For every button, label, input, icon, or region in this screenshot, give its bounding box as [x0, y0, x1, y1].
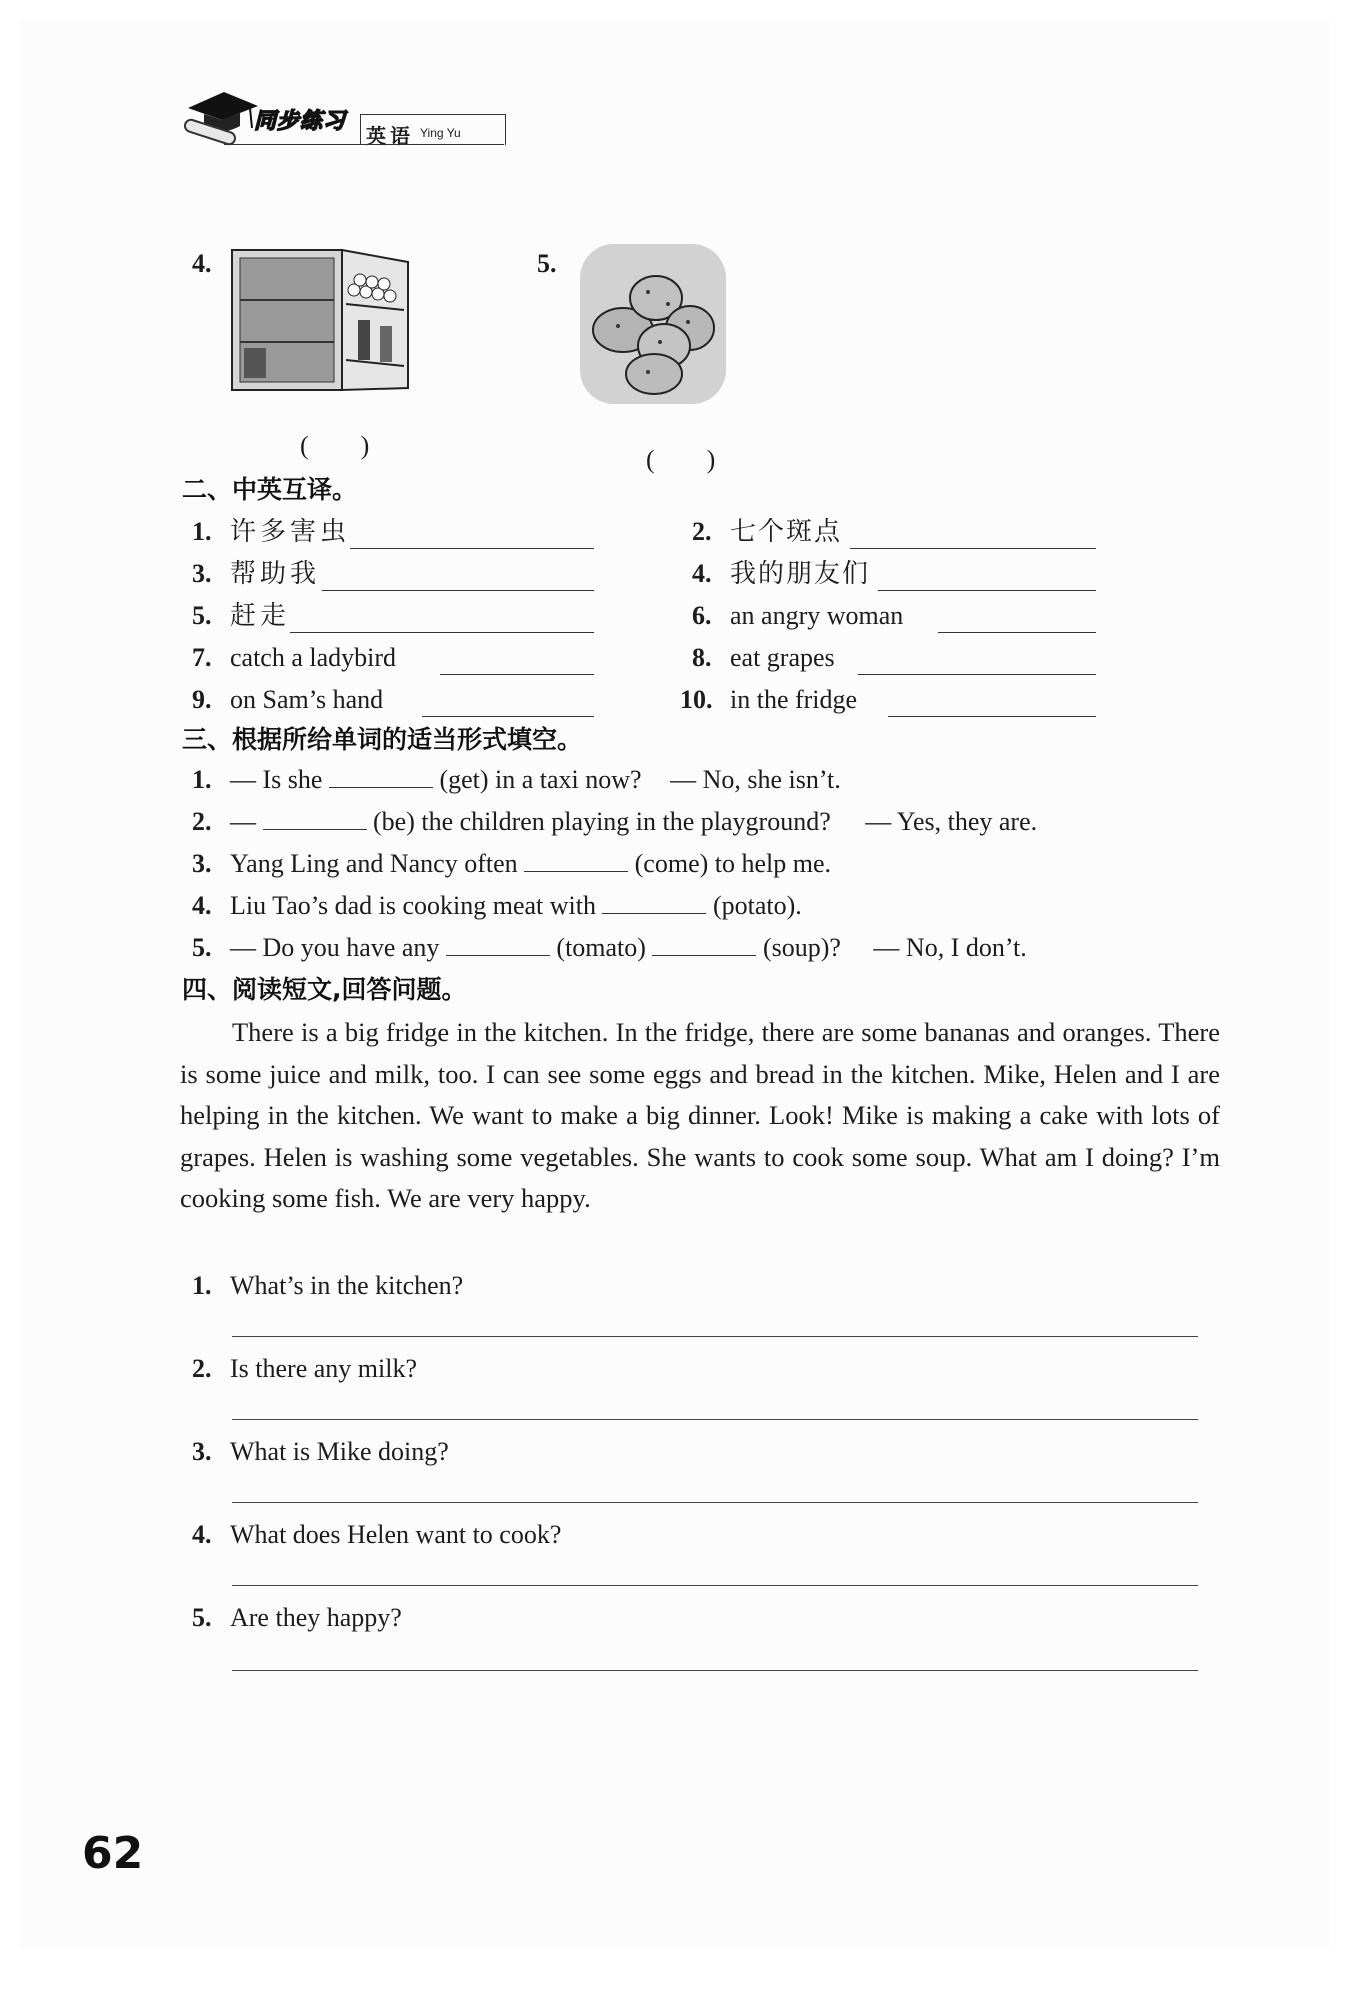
answer-blank[interactable] [446, 933, 550, 956]
translate-item-7: 7. catch a ladybird [192, 643, 397, 672]
answer-blank[interactable] [322, 568, 594, 591]
answer-blank[interactable] [652, 933, 756, 956]
answer-blank[interactable] [524, 849, 628, 872]
translate-item-9: 9. on Sam’s hand [192, 685, 384, 714]
subject-label: 英语 [366, 124, 414, 148]
question-5: 5. Are they happy? [192, 1603, 402, 1632]
translate-item-1: 1. 许多害虫 [192, 517, 351, 546]
question-4: 4. What does Helen want to cook? [192, 1520, 562, 1549]
subject-pinyin: Ying Yu [420, 126, 461, 140]
answer-blank[interactable] [850, 526, 1096, 549]
fill-item-4: 4. Liu Tao’s dad is cooking meat with (potato). [192, 891, 802, 920]
answer-blank[interactable] [329, 765, 433, 788]
answer-blank[interactable] [350, 526, 594, 549]
translate-item-10: 10. in the fridge [680, 685, 858, 714]
question-3: 3. What is Mike doing? [192, 1437, 449, 1466]
question-1: 1. What’s in the kitchen? [192, 1271, 464, 1300]
translate-item-5: 5. 赶走 [192, 601, 291, 630]
potatoes-image [578, 242, 728, 406]
answer-blank[interactable] [263, 807, 367, 830]
picture-answer-paren-4: ( ) [300, 431, 370, 460]
question-2: 2. Is there any milk? [192, 1354, 417, 1383]
answer-blank[interactable] [878, 568, 1096, 591]
answer-line[interactable] [232, 1502, 1198, 1503]
answer-blank[interactable] [440, 652, 594, 675]
series-title: 同步练习 [254, 109, 347, 134]
workbook-page [20, 20, 1330, 1949]
fridge-open-image [230, 242, 412, 394]
answer-blank[interactable] [888, 694, 1096, 717]
answer-line[interactable] [232, 1670, 1198, 1671]
fill-item-3: 3. Yang Ling and Nancy often (come) to help me. [192, 849, 832, 878]
section-4-title: 四、阅读短文,回答问题。 [182, 975, 467, 1004]
picture-number-4: 4. [192, 249, 212, 278]
translate-item-4: 4. 我的朋友们 [692, 559, 871, 588]
answer-blank[interactable] [602, 891, 706, 914]
header [180, 86, 560, 156]
page-number: 62 [82, 1828, 144, 1879]
answer-line[interactable] [232, 1419, 1198, 1420]
answer-line[interactable] [232, 1585, 1198, 1586]
picture-answer-paren-5: ( ) [646, 445, 716, 474]
answer-line[interactable] [232, 1336, 1198, 1337]
header-box [360, 114, 506, 145]
answer-blank[interactable] [290, 610, 594, 633]
fill-item-5: 5. — Do you have any (tomato) (soup)? — No, I don’t. [192, 933, 1027, 962]
picture-number-5: 5. [537, 249, 557, 278]
fill-item-1: 1. — Is she (get) in a taxi now? — No, she isn’t. [192, 765, 841, 794]
answer-blank[interactable] [422, 694, 594, 717]
section-3-title: 三、根据所给单词的适当形式填空。 [182, 725, 583, 754]
graduation-cap-icon [180, 86, 260, 146]
translate-item-2: 2. 七个斑点 [692, 517, 843, 546]
answer-blank[interactable] [938, 610, 1096, 633]
translate-item-8: 8. eat grapes [692, 643, 835, 672]
answer-blank[interactable] [858, 652, 1096, 675]
fill-item-2: 2. — (be) the children playing in the playground? — Yes, they are. [192, 807, 1038, 836]
section-2-title: 二、中英互译。 [182, 475, 358, 504]
reading-passage: There is a big fridge in the kitchen. In the fridge, there are some bananas and oranges. There is some juice and milk, too. I can see some eggs and bread in the kitchen. Mike, Helen and I are helping in the kitchen. We want to make a big dinner. Look! Mike is making a cake with lots of grapes. Helen is washing some vegetables. She wants to cook some soup. What am I doing? I’m cooking some fish. We are very happy. [180, 1017, 1220, 1213]
translate-item-3: 3. 帮助我 [192, 559, 321, 588]
translate-item-6: 6. an angry woman [692, 601, 904, 630]
